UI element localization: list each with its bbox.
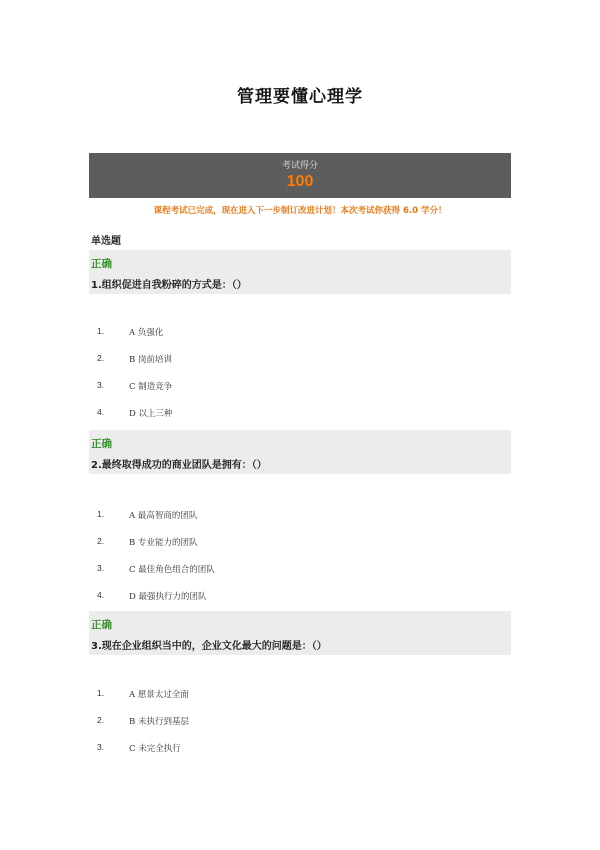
option-number: 1.	[97, 326, 105, 336]
option-text: A 负强化	[129, 328, 164, 338]
option-item[interactable]	[89, 353, 511, 380]
question-text: 1.组织促进自我粉碎的方式是：（）	[91, 280, 247, 291]
option-text: C 最佳角色组合的团队	[129, 565, 215, 575]
option-text: C 制造竞争	[129, 382, 173, 392]
question-status: 正确	[91, 619, 112, 631]
score-label: 考试得分	[281, 161, 318, 171]
question-header	[89, 611, 511, 655]
question-status: 正确	[91, 438, 112, 450]
question-2	[89, 430, 511, 617]
option-list	[89, 326, 511, 434]
question-text: 2.最终取得成功的商业团队是拥有：（）	[91, 460, 267, 471]
section-title: 单选题	[91, 236, 121, 247]
option-number: 3.	[97, 380, 105, 390]
option-item[interactable]	[89, 509, 511, 536]
question-header	[89, 430, 511, 474]
option-number: 3.	[97, 563, 105, 573]
option-item[interactable]	[89, 380, 511, 407]
option-list	[89, 509, 511, 617]
option-number: 4.	[97, 407, 105, 417]
option-number: 1.	[97, 509, 105, 519]
option-text: B 岗前培训	[129, 355, 172, 365]
question-status: 正确	[91, 258, 112, 270]
option-text: D 以上三种	[129, 409, 173, 419]
score-panel	[89, 153, 511, 198]
option-item[interactable]	[89, 688, 511, 715]
option-item[interactable]	[89, 563, 511, 590]
option-list	[89, 688, 511, 769]
option-item[interactable]	[89, 536, 511, 563]
option-number: 2.	[97, 353, 105, 363]
option-number: 1.	[97, 688, 105, 698]
question-3	[89, 611, 511, 769]
option-text: D 最强执行力的团队	[129, 592, 207, 602]
question-text: 3.现在企业组织当中的，企业文化最大的问题是：（）	[91, 641, 327, 652]
question-1	[89, 250, 511, 434]
option-text: A 愿景太过全面	[129, 690, 189, 700]
option-number: 4.	[97, 590, 105, 600]
option-text: C 未完全执行	[129, 744, 181, 754]
option-text: B 专业能力的团队	[129, 538, 198, 548]
option-item[interactable]	[89, 742, 511, 769]
score-value: 100	[286, 173, 314, 190]
option-text: A 最高智商的团队	[129, 511, 198, 521]
option-number: 2.	[97, 715, 105, 725]
completion-message: 课程考试已完成，现在进入下一步制订改进计划！本次考试你获得 6.0 学分！	[153, 206, 447, 216]
page-title: 管理要懂心理学	[237, 87, 363, 107]
option-item[interactable]	[89, 326, 511, 353]
option-item[interactable]	[89, 715, 511, 742]
option-number: 3.	[97, 742, 105, 752]
option-text: B 未执行到基层	[129, 717, 189, 727]
question-header	[89, 250, 511, 294]
option-number: 2.	[97, 536, 105, 546]
